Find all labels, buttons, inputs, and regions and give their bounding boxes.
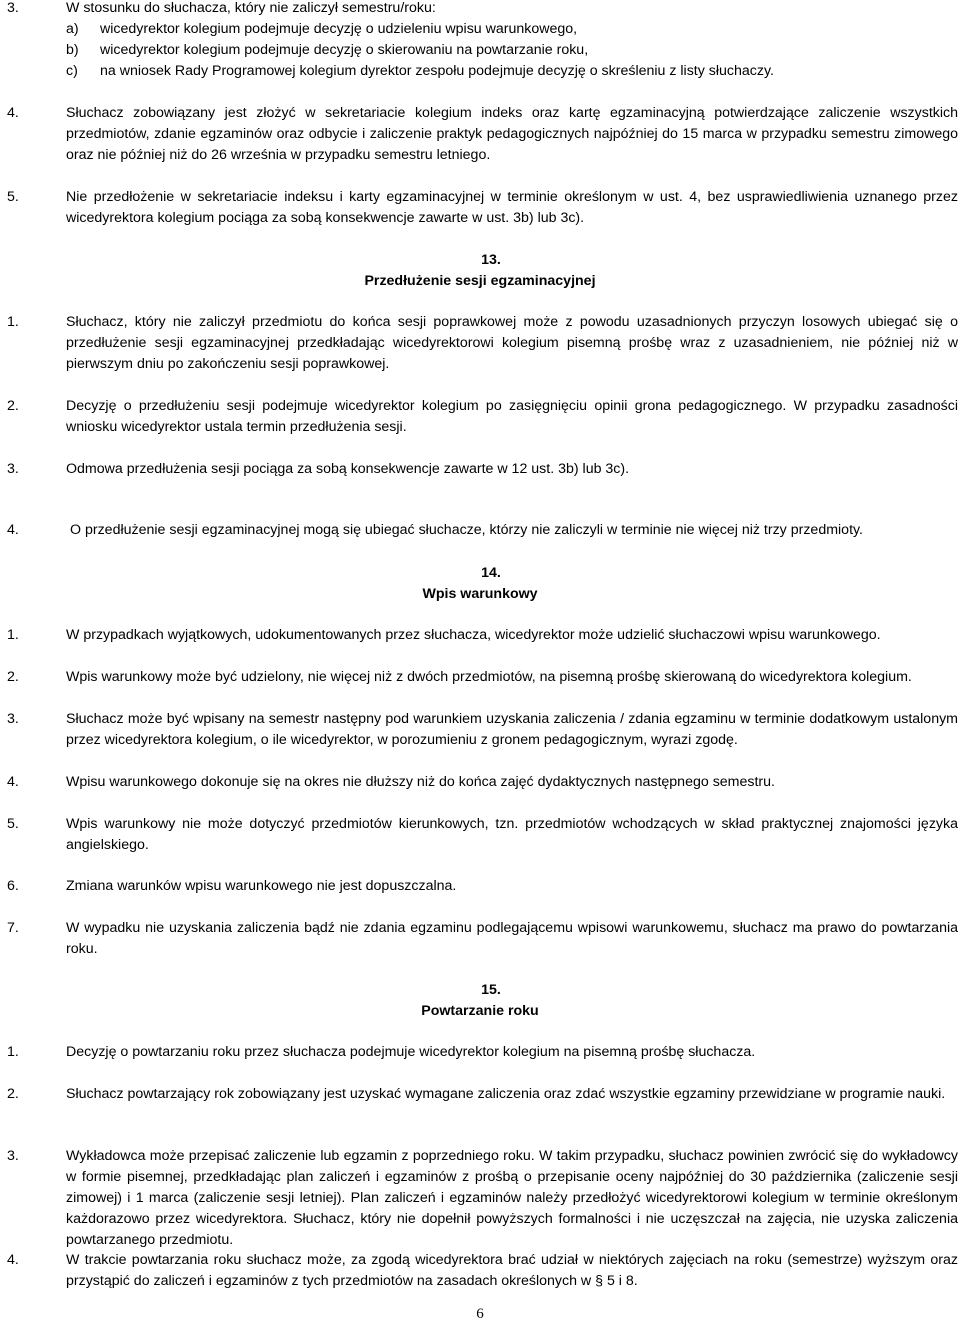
paragraph-number: 4. [7, 1252, 19, 1268]
paragraph-text: Słuchacz zobowiązany jest złożyć w sekretariacie kolegium indeks oraz kartę egzaminacyjną potwierdzające zaliczenie wszystkich przedmiotów, zdanie egzaminów oraz odbycie i zaliczenie praktyk pedagogicznych najpóźniej do 15 marca w przypadku semestru zimowego oraz nie później niż do 26 września w przypadku semestru letniego. [66, 105, 958, 163]
paragraph-number: 3. [7, 0, 19, 16]
section-15-number: 15. [481, 982, 501, 998]
section-14-number: 14. [481, 565, 501, 581]
paragraph-text: W wypadku nie uzyskania zaliczenia bądź nie zdania egzaminu podlegającemu wpisowi warunkowemu, słuchacz ma prawo do powtarzania roku. [66, 920, 958, 957]
paragraph-number: 2. [7, 398, 19, 414]
paragraph-number: 3. [7, 1148, 19, 1164]
paragraph-text: W stosunku do słuchacza, który nie zaliczył semestru/roku: [66, 0, 436, 16]
list-text: na wniosek Rady Programowej kolegium dyrektor zespołu podejmuje decyzję o skreśleniu z listy słuchaczy. [100, 63, 774, 79]
paragraph-number: 3. [7, 711, 19, 727]
paragraph-number: 4. [7, 105, 19, 121]
paragraph-text: Zmiana warunków wpisu warunkowego nie jest dopuszczalna. [66, 878, 457, 894]
paragraph-text: Wykładowca może przepisać zaliczenie lub egzamin z poprzedniego roku. W takim przypadku, słuchacz powinien zwrócić się do wykładowcy w formie pisemnej, przedkładając plan zaliczeń i egzaminów z prośbą o przepisanie oceny najpóźniej do 30 października (zaliczenie sesji zimowej) i 1 marca (zaliczenie sesji letniej). Plan zaliczeń i egzaminów należy przedłożyć wicedyrektorowi kolegium w terminie określonym każdorazowo przez wicedyrektora. Słuchacz, który nie dopełnił powyższych formalności i nie uczęszczał na zajęcia, nie uzyska zaliczenia powtarzanego przedmiotu. [66, 1148, 958, 1248]
section-13-item-4 [0, 520, 958, 541]
list-item-a [66, 19, 956, 40]
section-14-item-4 [0, 772, 958, 793]
section-15-item-2 [0, 1084, 958, 1105]
section-15-item-1 [0, 1042, 958, 1063]
paragraph-text: Słuchacz, który nie zaliczył przedmiotu do końca sesji poprawkowej może z powodu uzasadnionych przyczyn losowych ubiegać się o przedłużenie sesji egzaminacyjnej przedkładając wicedyrektorowi kolegium pisemną prośbę wraz z uzasadnieniem, nie później niż w pierwszym dniu po zakończeniu sesji poprawkowej. [66, 314, 958, 372]
page-number: 6 [476, 1306, 484, 1322]
paragraph-3 [0, 0, 958, 19]
list-text: wicedyrektor kolegium podejmuje decyzję o skierowaniu na powtarzanie roku, [100, 42, 589, 58]
paragraph-text: Słuchacz powtarzający rok zobowiązany jest uzyskać wymagane zaliczenia oraz zdać wszystkie egzaminy przewidziane w programie nauki. [66, 1086, 946, 1102]
section-14-item-6 [0, 876, 958, 897]
list-item-c [66, 61, 956, 82]
paragraph-text: W trakcie powtarzania roku słuchacz może, za zgodą wicedyrektora brać udział w niektórych zajęciach na roku (semestrze) wyższym oraz przystąpić do zaliczeń i egzaminów z tych przedmiotów na zasadach określonych w § 5 i 8. [66, 1252, 958, 1289]
paragraph-5 [0, 187, 958, 229]
paragraph-text: Wpisu warunkowego dokonuje się na okres nie dłuższy niż do końca zajęć dydaktycznych następnego semestru. [66, 774, 775, 790]
paragraph-number: 5. [7, 189, 19, 205]
section-13-item-2 [0, 396, 958, 438]
section-13-number: 13. [481, 252, 501, 268]
paragraph-number: 4. [7, 522, 19, 538]
paragraph-number: 7. [7, 920, 19, 936]
paragraph-number: 1. [7, 1044, 19, 1060]
paragraph-number: 2. [7, 669, 19, 685]
paragraph-text: Odmowa przedłużenia sesji pociąga za sobą konsekwencje zawarte w 12 ust. 3b) lub 3c). [66, 461, 630, 477]
paragraph-number: 3. [7, 461, 19, 477]
paragraph-text: Wpis warunkowy nie może dotyczyć przedmiotów kierunkowych, tzn. przedmiotów wchodzących w skład praktycznej znajomości języka angielskiego. [66, 816, 958, 853]
paragraph-number: 5. [7, 816, 19, 832]
section-14-item-1 [0, 625, 958, 646]
paragraph-text: Słuchacz może być wpisany na semestr następny pod warunkiem uzyskania zaliczenia / zdania egzaminu w terminie dodatkowym ustalonym przez wicedyrektora kolegium, o ile wicedyrektor, w porozumieniu z gronem pedagogicznym, wyrazi zgodę. [66, 711, 958, 748]
paragraph-number: 2. [7, 1086, 19, 1102]
paragraph-text: Wpis warunkowy może być udzielony, nie więcej niż z dwóch przedmiotów, na pisemną prośbę skierowaną do wicedyrektora kolegium. [66, 669, 912, 685]
section-13-item-1 [0, 312, 958, 375]
paragraph-number: 4. [7, 774, 19, 790]
list-item-b [66, 40, 956, 61]
list-label: c) [66, 63, 78, 79]
section-14-item-7 [0, 918, 958, 960]
section-15-item-3 [0, 1146, 958, 1251]
paragraph-number: 1. [7, 314, 19, 330]
paragraph-text: O przedłużenie sesji egzaminacyjnej mogą się ubiegać słuchacze, którzy nie zaliczyli w terminie nie więcej niż trzy przedmioty. [70, 522, 863, 538]
list-label: b) [66, 42, 79, 58]
section-14-item-3 [0, 709, 958, 751]
section-15-item-4 [0, 1250, 958, 1292]
list-text: wicedyrektor kolegium podejmuje decyzję o udzieleniu wpisu warunkowego, [100, 21, 578, 37]
section-13-item-3 [0, 459, 958, 480]
section-14-item-5 [0, 814, 958, 856]
section-14-item-2 [0, 667, 958, 688]
paragraph-text: Decyzję o przedłużeniu sesji podejmuje wicedyrektor kolegium po zasięgnięciu opinii grona pedagogicznego. W przypadku zasadności wniosku wicedyrektor ustala termin przedłużenia sesji. [66, 398, 958, 435]
section-15-title: Powtarzanie roku [421, 1003, 539, 1019]
section-14-title: Wpis warunkowy [422, 586, 538, 602]
paragraph-text: Nie przedłożenie w sekretariacie indeksu i karty egzaminacyjnej w terminie określonym w ust. 4, bez usprawiedliwienia uznanego przez wicedyrektora kolegium pociąga za sobą konsekwencje zawarte w ust. 3b) lub 3c). [66, 189, 958, 226]
list-label: a) [66, 21, 79, 37]
paragraph-text: Decyzję o powtarzaniu roku przez słuchacza podejmuje wicedyrektor kolegium na pisemną prośbę słuchacza. [66, 1044, 756, 1060]
paragraph-number: 1. [7, 627, 19, 643]
paragraph-text: W przypadkach wyjątkowych, udokumentowanych przez słuchacza, wicedyrektor może udzielić słuchaczowi wpisu warunkowego. [66, 627, 881, 643]
paragraph-number: 6. [7, 878, 19, 894]
paragraph-4 [0, 103, 958, 166]
section-13-title: Przedłużenie sesji egzaminacyjnej [364, 273, 596, 289]
